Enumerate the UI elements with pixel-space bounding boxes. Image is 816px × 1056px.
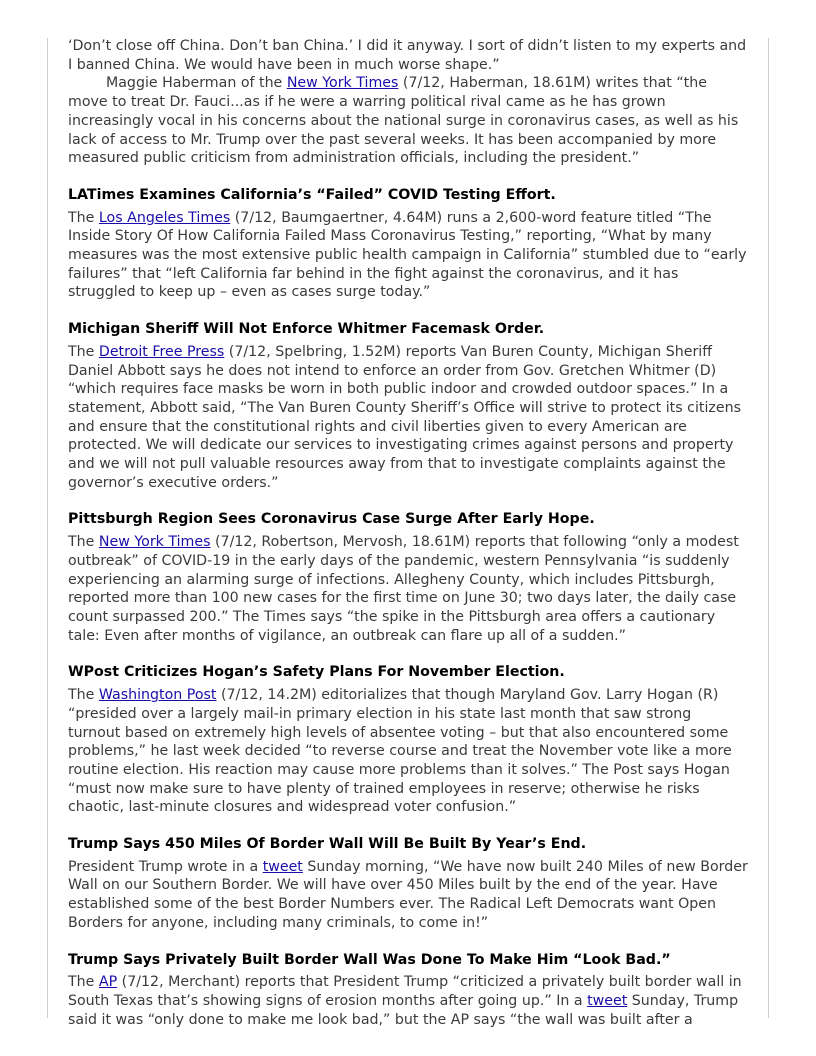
source-link-tweet[interactable]: tweet	[262, 858, 303, 875]
source-link-new-york-times[interactable]: New York Times	[286, 75, 399, 92]
article-body	[68, 209, 748, 303]
article-body	[68, 858, 748, 933]
left-margin-rule	[47, 38, 48, 1018]
intro-quote-paragraph	[68, 37, 748, 74]
article-headline: LATimes Examines California’s “Failed” COVID Testing Effort.	[68, 186, 556, 203]
source-link-los-angeles-times[interactable]: Los Angeles Times	[98, 209, 231, 226]
intro-quote-text: ‘Don’t close off China. Don’t ban China.’ I did it anyway. I sort of didn’t listen to my experts and I banned China. We would have been in much worse shape.”	[68, 38, 747, 73]
paragraph-text: (7/12, 14.2M) editorializes that though Maryland Gov. Larry Hogan (R) “presided over a largely mail-in primary election in his state last month that saw strong turnout based on extremely high levels of absentee voting – but that also encountered some problems,” he last week decided “to reverse course and treat the November vote like a more routine election. His reaction may cause more problems than it solves.” The Post says Hogan “must now make sure to have plenty of trained employees in reserve; otherwise he risks chaotic, last-minute closures and widespread voter confusion.”	[68, 687, 732, 816]
source-link-new-york-times[interactable]: New York Times	[98, 534, 211, 551]
article-body	[68, 533, 748, 645]
article-body	[68, 343, 748, 493]
source-link-washington-post[interactable]: Washington Post	[98, 687, 217, 704]
paragraph-text: Maggie Haberman of the	[106, 75, 287, 92]
paragraph-text: (7/12, Merchant) reports that President Trump “criticized a privately built border wall in South Texas that’s showing signs of erosion months after going up.” In a	[68, 974, 742, 1009]
right-margin-rule	[768, 38, 769, 1018]
paragraph-text: The	[68, 687, 99, 704]
paragraph-text: President Trump wrote in a	[68, 858, 263, 875]
paragraph-text: The	[68, 534, 99, 551]
paragraph-text: (7/12, Spelbring, 1.52M) reports Van Buren County, Michigan Sheriff Daniel Abbott says he does not intend to enforce an order from Gov. Gretchen Whitmer (D) “which requires face masks be worn in both public indoor and crowded outdoor spaces.” In a statement, Abbott said, “The Van Buren County Sheriff’s Office will strive to protect its citizens and ensure that the constitutional rights and civil liberties given to every American are protected. We will dedicate our services to investigating crimes against persons and property and we will not pull valuable resources away from that to investigate complaints against the governor’s executive orders.”	[68, 343, 741, 491]
article-headline: Michigan Sheriff Will Not Enforce Whitmer Facemask Order.	[68, 321, 545, 338]
source-link-detroit-free-press[interactable]: Detroit Free Press	[98, 343, 225, 360]
article-body	[68, 686, 748, 817]
paragraph-text: The	[68, 974, 99, 991]
article-headline: Pittsburgh Region Sees Coronavirus Case Surge After Early Hope.	[68, 511, 595, 528]
intro-haberman-paragraph	[68, 74, 748, 168]
source-link-tweet[interactable]: tweet	[587, 992, 628, 1009]
article-body	[68, 973, 748, 1029]
article-headline: Trump Says Privately Built Border Wall Was Done To Make Him “Look Bad.”	[68, 951, 671, 968]
paragraph-text: (7/12, Haberman, 18.61M) writes that “the move to treat Dr. Fauci...as if he were a warring political rival came as he has grown increasingly vocal in his concerns about the national surge in coronavirus cases, as well as his lack of access to Mr. Trump over the past several weeks. It has been accompanied by more measured public criticism from administration officials, including the president.”	[68, 75, 739, 167]
source-link-ap[interactable]: AP	[98, 974, 118, 991]
paragraph-text: Sunday morning, “We have now built 240 Miles of new Border Wall on our Southern Border. We will have over 450 Miles built by the end of the year. Have established some of the best Border Numbers ever. The Radical Left Democrats want Open Borders for anyone, including many criminals, to come in!”	[68, 858, 748, 931]
paragraph-text: The	[68, 209, 99, 226]
article-headline: WPost Criticizes Hogan’s Safety Plans For November Election.	[68, 664, 565, 681]
paragraph-text: (7/12, Robertson, Mervosh, 18.61M) reports that following “only a modest outbreak” of COVID-19 in the early days of the pandemic, western Pennsylvania “is suddenly experiencing an alarming surge of infections. Allegheny County, which includes Pittsburgh, reported more than 100 new cases for the first time on June 30; two days later, the daily case count surpassed 200.” The Times says “the spike in the Pittsburgh area offers a cautionary tale: Even after months of vigilance, an outbreak can flare up all of a sudden.”	[68, 534, 739, 644]
article-headline: Trump Says 450 Miles Of Border Wall Will Be Built By Year’s End.	[68, 836, 587, 853]
news-briefing-page	[68, 37, 748, 1029]
paragraph-text: (7/12, Baumgaertner, 4.64M) runs a 2,600-word feature titled “The Inside Story Of How California Failed Mass Coronavirus Testing,” reporting, “What by many measures was the most extensive public health campaign in California” stumbled due to “early failures” that “left California far behind in the fight against the coronavirus, and it has struggled to keep up – even as cases surge today.”	[68, 209, 747, 301]
paragraph-text: The	[68, 343, 99, 360]
paragraph-text: Sunday, Trump said it was “only done to make me look bad,” but the AP says “the wall was built after a	[68, 992, 739, 1028]
